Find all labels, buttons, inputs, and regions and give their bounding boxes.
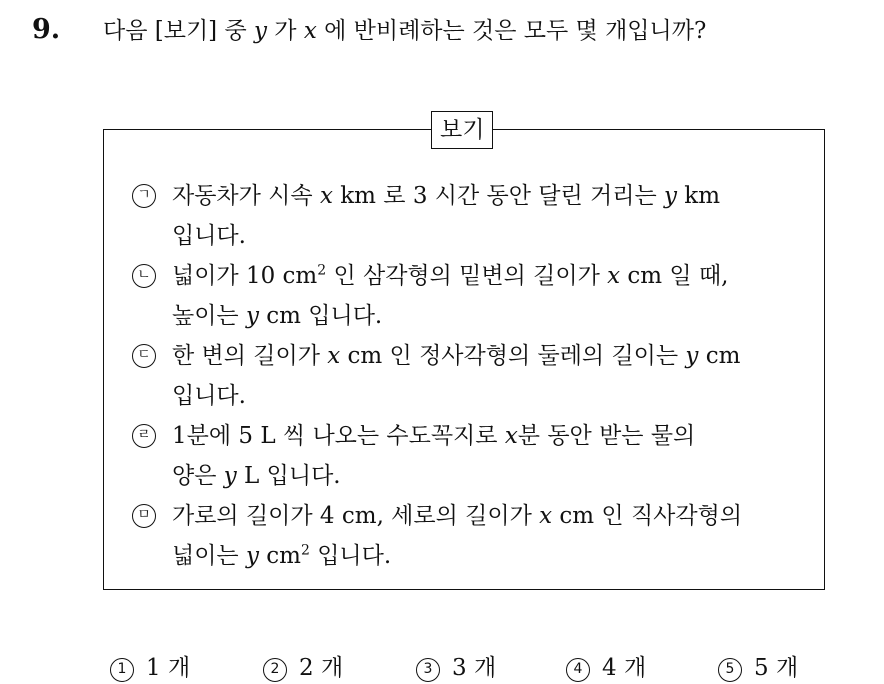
variable-x: x <box>539 503 553 529</box>
choice-label: 4 개 <box>602 655 647 681</box>
item-line <box>172 216 812 256</box>
text-part: 입니다. <box>172 223 246 249</box>
variable-x: x <box>327 343 341 369</box>
example-box-title: 보기 <box>431 111 493 149</box>
example-item-4 <box>132 416 812 496</box>
variable-y: y <box>663 183 677 209</box>
choice-5[interactable] <box>718 652 798 684</box>
question-text-part: 다음 [보기] 중 <box>103 18 254 44</box>
variable-y: y <box>245 543 259 569</box>
item-line <box>172 416 812 456</box>
item-line <box>172 496 812 536</box>
question-number: 9. <box>32 14 61 45</box>
item-marker: ㄹ <box>132 424 156 448</box>
example-items <box>132 176 812 576</box>
choice-number: 1 <box>110 658 134 682</box>
item-marker: ㄴ <box>132 264 156 288</box>
choice-3[interactable] <box>416 652 496 684</box>
item-line <box>172 296 812 336</box>
text-part: cm 입니다. <box>258 303 383 329</box>
text-part: cm 인 정사각형의 둘레의 길이는 <box>340 343 686 369</box>
text-part: cm 일 때, <box>620 263 729 289</box>
question-text <box>103 15 706 47</box>
choice-number: 4 <box>566 658 590 682</box>
item-line <box>172 376 812 416</box>
text-part: 인 삼각형의 밑변의 길이가 <box>326 263 608 289</box>
choice-2[interactable] <box>263 652 343 684</box>
text-part: 높이는 <box>172 303 246 329</box>
superscript: 2 <box>317 262 327 279</box>
item-line <box>172 536 812 576</box>
text-part: L 입니다. <box>236 463 341 489</box>
item-marker: ㄱ <box>132 184 156 208</box>
variable-y: y <box>223 463 237 489</box>
choice-label: 2 개 <box>299 655 344 681</box>
variable-x: x <box>607 263 621 289</box>
variable-x: x <box>504 423 518 449</box>
text-part: 가로의 길이가 4 cm, 세로의 길이가 <box>172 503 540 529</box>
superscript: 2 <box>300 542 310 559</box>
item-line <box>172 256 812 296</box>
variable-y: y <box>245 303 259 329</box>
text-part: 넓이가 10 cm <box>172 263 318 289</box>
variable-x: x <box>319 183 333 209</box>
text-part: km <box>676 183 721 209</box>
text-part: 분 동안 받는 물의 <box>517 423 696 449</box>
variable-y: y <box>253 18 267 44</box>
item-line <box>172 176 812 216</box>
question-text-part: 가 <box>266 18 304 44</box>
text-part: 넓이는 <box>172 543 246 569</box>
text-part: km 로 3 시간 동안 달린 거리는 <box>332 183 664 209</box>
text-part: cm <box>698 343 741 369</box>
choice-4[interactable] <box>566 652 646 684</box>
choice-1[interactable] <box>110 652 190 684</box>
text-part: cm <box>258 543 301 569</box>
variable-x: x <box>303 18 317 44</box>
example-item-1 <box>132 176 812 256</box>
choice-number: 3 <box>416 658 440 682</box>
text-part: 양은 <box>172 463 224 489</box>
item-line <box>172 336 812 376</box>
item-marker: ㄷ <box>132 344 156 368</box>
choice-label: 3 개 <box>452 655 497 681</box>
choice-number: 2 <box>263 658 287 682</box>
item-marker: ㅁ <box>132 504 156 528</box>
text-part: 한 변의 길이가 <box>172 343 328 369</box>
example-item-5 <box>132 496 812 576</box>
text-part: cm 인 직사각형의 <box>552 503 743 529</box>
text-part: 1분에 5 L 씩 나오는 수도꼭지로 <box>172 423 505 449</box>
item-line <box>172 456 812 496</box>
question-text-part: 에 반비례하는 것은 모두 몇 개입니까? <box>316 18 707 44</box>
example-item-2 <box>132 256 812 336</box>
example-item-3 <box>132 336 812 416</box>
text-part: 자동차가 시속 <box>172 183 320 209</box>
variable-y: y <box>685 343 699 369</box>
choice-label: 1 개 <box>146 655 191 681</box>
text-part: 입니다. <box>172 383 246 409</box>
text-part: 입니다. <box>309 543 392 569</box>
choice-label: 5 개 <box>754 655 799 681</box>
choice-number: 5 <box>718 658 742 682</box>
